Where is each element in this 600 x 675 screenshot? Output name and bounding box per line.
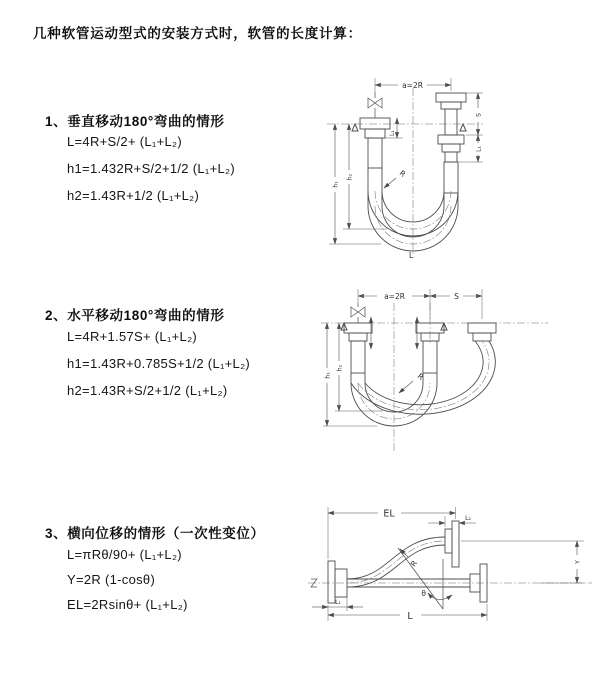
dim-label-a2r: a=2R: [402, 80, 423, 90]
dim-label-l: L: [407, 611, 413, 622]
braid-section: [444, 162, 458, 193]
angle-construction: [398, 548, 452, 609]
braid-section: [351, 341, 365, 373]
section-lateral-displacement: [45, 522, 265, 612]
hose-displaced-position: [347, 537, 445, 587]
dim-label-l1-left: L₁: [389, 130, 396, 136]
dim-label-s: S: [454, 291, 459, 301]
formula-line: h2=1.43R+S/2+1/2 (L₁+L₂): [67, 383, 228, 398]
formula-line: h1=1.432R+S/2+1/2 (L₁+L₂): [67, 161, 235, 176]
formula-line: h2=1.43R+1/2 (L₁+L₂): [67, 188, 200, 203]
section-vertical-bend: [45, 110, 235, 203]
diagram-vertical-bend-180: [313, 72, 568, 262]
hose-fitting-left: [344, 323, 372, 373]
install-arrow: [352, 124, 358, 131]
dim-label-r: R: [408, 558, 420, 569]
dim-label-l2: L₂: [465, 515, 471, 522]
diagram-horizontal-bend-180: [313, 283, 578, 458]
dim-label-h1: h₁: [332, 181, 340, 188]
hose-fitting-left: [360, 118, 390, 168]
dim-label-s: S: [475, 113, 483, 117]
formula-line: EL=2Rsinθ+ (L₁+L₂): [67, 597, 188, 612]
diagram-lateral-displacement: [300, 503, 600, 648]
formula-line: L=πRθ/90+ (L₁+L₂): [67, 547, 182, 562]
braid-section: [368, 138, 382, 168]
formula-line: L=4R+1.57S+ (L₁+L₂): [67, 329, 198, 344]
section-horizontal-bend: [45, 304, 251, 398]
hose-fitting-right: [436, 93, 466, 193]
braid-section: [423, 341, 437, 373]
dim-label-h2: h₂: [336, 364, 344, 372]
dim-label-y: Y: [574, 560, 582, 564]
dim-label-r: R: [397, 168, 408, 179]
angle-label-theta: θ: [421, 589, 426, 598]
install-arrow: [460, 124, 466, 131]
dim-label-l: L: [409, 251, 414, 260]
section-1-heading: 1、垂直移动180°弯曲的情形: [45, 114, 225, 129]
dim-label-l1: L₁: [335, 599, 341, 606]
page-title: 几种软管运动型式的安装方式时，软管的长度计算：: [33, 26, 362, 41]
dim-label-a2r: a=2R: [384, 291, 405, 301]
section-3-heading: 3、横向位移的情形（一次性变位）: [45, 526, 265, 541]
hose-fitting-right: [468, 323, 496, 341]
valve-icon: [351, 303, 365, 323]
dim-label-el: EL: [383, 508, 395, 520]
dim-label-r: R: [415, 371, 426, 382]
dim-label-h2: h₂: [346, 173, 354, 181]
dim-label-h1: h₁: [324, 372, 332, 379]
formula-line: Y=2R (1-cosθ): [67, 572, 156, 587]
section-2-heading: 2、水平移动180°弯曲的情形: [45, 308, 225, 323]
formula-line: h1=1.43R+0.785S+1/2 (L₁+L₂): [67, 356, 251, 371]
dim-label-l1-right: L₁: [475, 146, 483, 152]
flange-left: [328, 561, 347, 603]
valve-icon: [368, 92, 382, 118]
formula-line: L=4R+S/2+ (L₁+L₂): [67, 134, 182, 149]
hose-fitting-middle: [416, 323, 444, 373]
flange-top: [445, 521, 459, 567]
